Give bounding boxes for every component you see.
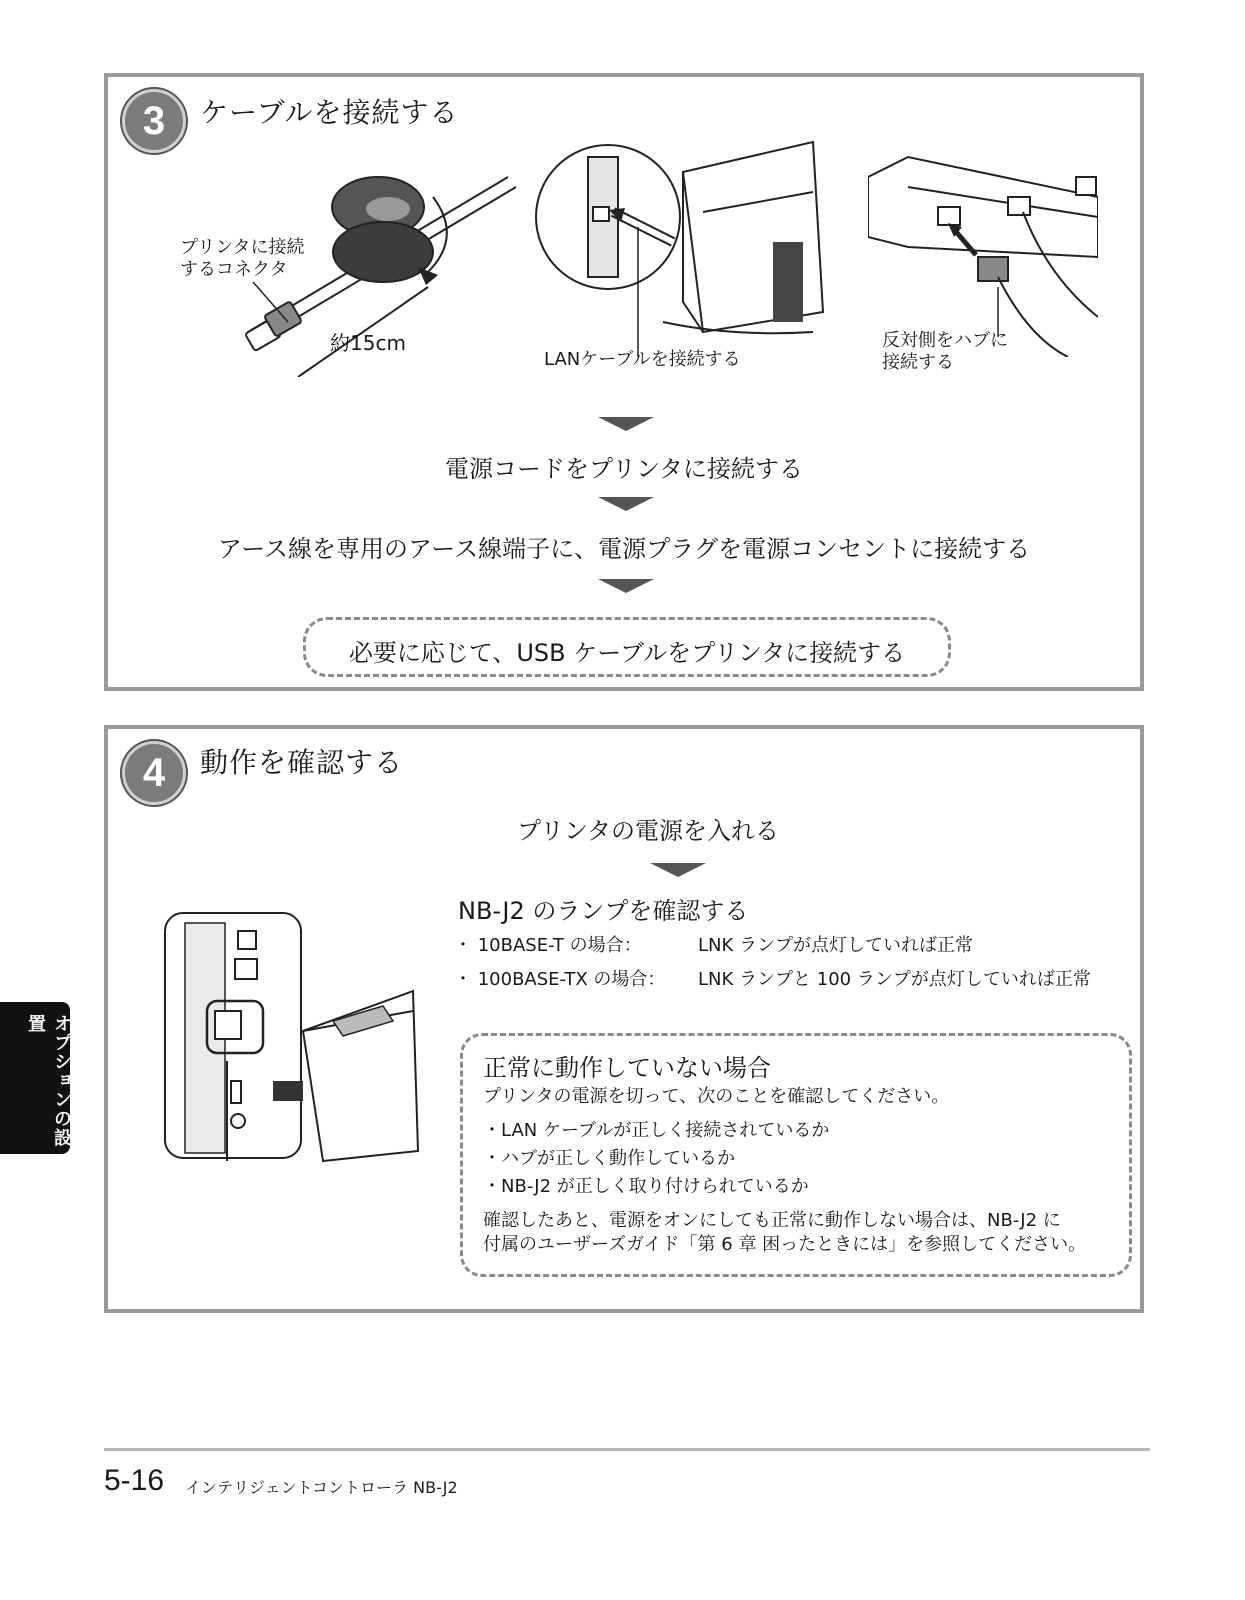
nb-j2-lamp-illustration xyxy=(163,911,423,1171)
trouble-outro-line2: 付属のユーザーズガイド「第 6 章 困ったときには」を参照してください。 xyxy=(483,1234,1087,1255)
flow-arrow-4 xyxy=(650,863,706,877)
step4-title: 動作を確認する xyxy=(200,746,404,779)
flow-arrow-3 xyxy=(598,579,654,593)
lamp-item-100base-text: LNK ランプと 100 ランプが点灯していれば正常 xyxy=(698,969,1091,990)
page-number: 5-16 xyxy=(104,1464,165,1497)
troubleshooting-box xyxy=(460,1033,1132,1277)
connector-caption: プリンタに接続 するコネクタ xyxy=(180,237,305,280)
connector-leader-line xyxy=(248,277,308,337)
chapter-side-tab xyxy=(0,1002,70,1154)
optional-usb-text: 必要に応じて、USB ケーブルをプリンタに接続する xyxy=(348,639,906,667)
hub-illustration xyxy=(868,137,1098,357)
lamp-item-10base-text: LNK ランプが点灯していれば正常 xyxy=(698,935,974,956)
footer-rule xyxy=(104,1448,1150,1451)
length-caption: 約15cm xyxy=(330,331,406,355)
lamp-heading: NB-J2 のランプを確認する xyxy=(458,897,749,925)
flow-power-on: プリンタの電源を入れる xyxy=(516,817,780,845)
chapter-side-tab-label: オプションの設置 xyxy=(25,1014,72,1147)
footer-title: インテリジェントコントローラ NB-J2 xyxy=(185,1478,458,1497)
lamp-item-100base-label: ・ 100BASE-TX の場合： xyxy=(454,969,666,990)
lamp-item-10base-label: ・ 10BASE-T の場合： xyxy=(454,935,642,956)
flow-arrow-1 xyxy=(598,417,654,431)
lan-caption: LANケーブルを接続する xyxy=(544,349,741,370)
trouble-item-hub: ・ハブが正しく動作しているか xyxy=(483,1148,735,1169)
trouble-item-nbj2: ・NB-J2 が正しく取り付けられているか xyxy=(483,1176,809,1197)
optional-usb-box xyxy=(303,617,951,677)
flow-power-cord: 電源コードをプリンタに接続する xyxy=(444,455,804,483)
flow-arrow-2 xyxy=(598,497,654,511)
step4-panel xyxy=(104,725,1144,1313)
trouble-outro-line1: 確認したあと、電源をオンにしても正常に動作しない場合は、NB-J2 に xyxy=(483,1210,1061,1231)
trouble-item-lan: ・LAN ケーブルが正しく接続されているか xyxy=(483,1120,830,1141)
step3-number-badge: 3 xyxy=(122,89,186,153)
step3-title: ケーブルを接続する xyxy=(200,96,459,129)
flow-ground-wire: アース線を専用のアース線端子に、電源プラグを電源コンセントに接続する xyxy=(217,535,1031,563)
printer-lan-illustration xyxy=(533,132,833,362)
step3-panel xyxy=(104,73,1144,691)
trouble-title: 正常に動作していない場合 xyxy=(483,1054,771,1082)
trouble-intro: プリンタの電源を切って、次のことを確認してください。 xyxy=(483,1086,950,1107)
step4-number-badge: 4 xyxy=(122,741,186,805)
hub-caption: 反対側をハブに 接続する xyxy=(882,330,1008,373)
